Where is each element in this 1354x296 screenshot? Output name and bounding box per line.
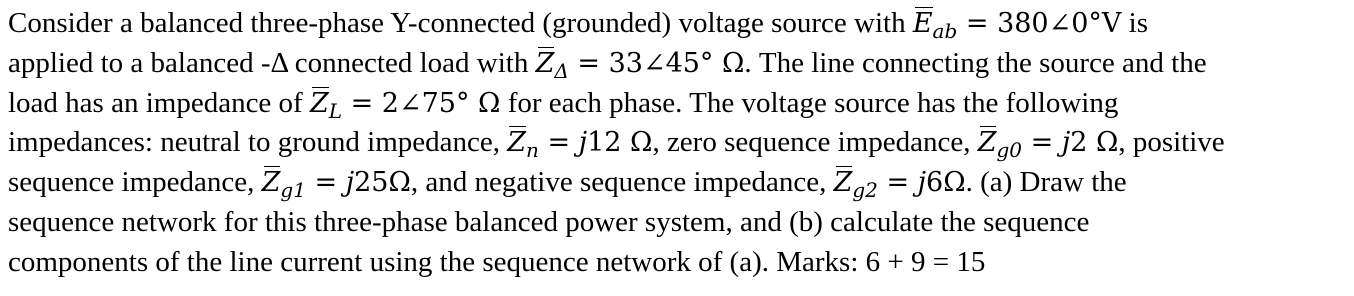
variable-symbol: E [913,4,933,44]
math-run: j [578,127,588,159]
text-run: applied to a balanced -Δ connected load with [8,46,536,79]
math-run: = 33∠45° Ω [568,47,745,79]
problem-line [8,84,1350,124]
phasor-variable [535,47,569,83]
phasor-variable [912,8,958,43]
text-run: Consider a balanced three-phase Y-connected (grounded) voltage source with [8,7,913,39]
text-run: . (a) Draw the [965,166,1127,199]
problem-line [8,243,1350,283]
math-run: j [917,167,927,199]
math-run: = 380∠0°V [957,8,1122,39]
math-run: = 2∠75° Ω [342,87,501,119]
text-run: for each phase. The voltage source has the following [500,86,1119,119]
text-run: sequence network for this three-phase balanced power system, and (b) calculate the sequence [8,205,1090,238]
variable-subscript: L [328,98,343,123]
problem-line [8,163,1350,203]
variable-subscript: g2 [852,178,878,203]
math-run: = [1022,127,1062,159]
text-run: , and negative sequence impedance, [410,166,834,199]
phasor-variable [261,167,306,203]
math-run: 2 Ω [1070,127,1119,159]
variable-symbol: Z [310,84,329,124]
math-run: 25Ω [354,167,411,199]
variable-subscript: g1 [280,178,306,203]
text-run: , zero sequence impedance, [652,126,978,159]
problem-line [8,123,1350,163]
phasor-variable [309,87,343,123]
math-run: = [305,167,346,199]
text-run: sequence impedance, [8,166,262,199]
variable-symbol: Z [507,123,526,163]
math-run: j [1061,127,1071,159]
math-run: 6Ω [926,167,966,199]
text-run: load has an impedance of [8,86,310,119]
problem-line [8,44,1350,84]
text-run: components of the line current using the sequence network of (a). Marks: 6 + 9 = 15 [8,245,986,278]
problem-line [8,203,1350,243]
variable-symbol: Z [978,123,997,163]
math-run: 12 Ω [587,127,653,159]
phasor-variable [977,127,1023,163]
variable-symbol: Z [262,163,281,203]
text-run: impedances: neutral to ground impedance, [8,126,508,159]
problem-line [8,4,1350,44]
variable-subscript: n [526,138,539,163]
math-run: = [538,127,579,159]
variable-subscript: ab [932,19,958,43]
problem-statement [8,4,1350,283]
phasor-variable [507,127,539,163]
text-run: is [1121,7,1148,39]
math-run: j [345,167,355,199]
text-run: . The line connecting the source and the [744,46,1207,79]
variable-subscript: g0 [996,138,1023,163]
phasor-variable [833,167,878,203]
text-run: , positive [1118,126,1225,159]
math-run: = [877,167,918,199]
variable-subscript: Δ [554,58,569,83]
variable-symbol: Z [536,44,555,84]
variable-symbol: Z [834,163,853,203]
